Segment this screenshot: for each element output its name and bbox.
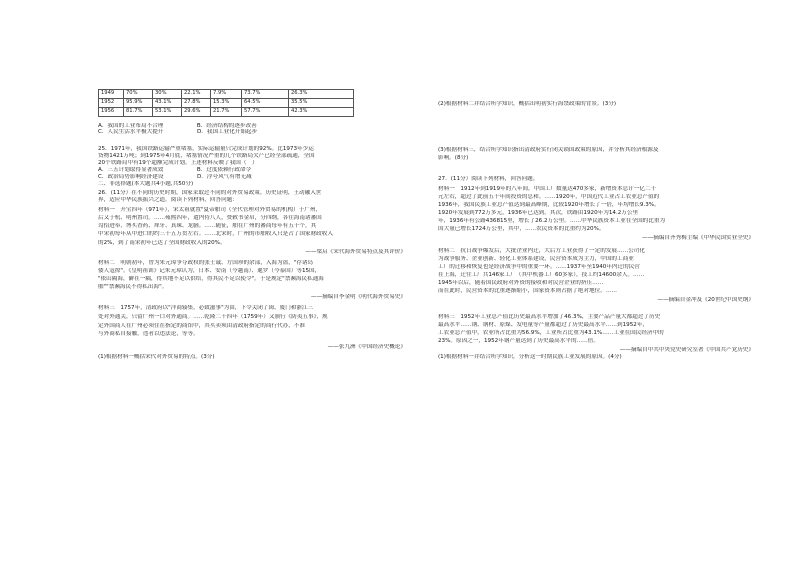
text-line: 23%。原因之一，1952年钢产量达到了历史最高水平的……倍。 <box>438 338 599 344</box>
text-line: (2)根据材料二并结合所学知识，概括出明初实行海禁政策的背景。(3分) <box>438 101 617 107</box>
text-line: 年，1936年有公路436815里，增长了26.2万公里。……中华民族资本工业在全国的比重为 <box>438 218 666 224</box>
text-line: C．政治局势影响经济建设 D．浮夸风气有增无减 <box>98 174 252 180</box>
text-line: 为战争服务、企业创新、轻化工业体系建设，民营资本成为主力，中国的工商业 <box>438 256 634 262</box>
source-citation: ——摘编自齐秀梅主编《中华民国实业全史》 <box>642 235 754 241</box>
text-line: 材料三 1952年工业总产值比历史最高水平增加了46.3%，主要产品产量大都超过了历史 <box>438 314 661 320</box>
text-line: 在上海，迁往工厂共146家工厂（其中机器工厂60多家），技工约14600余人。…… <box>438 272 645 278</box>
text-line: C．人民生活水平极大提升 D．我国工业化开始起步 <box>98 129 258 135</box>
source-citation: ——摘编自金冲及《20世纪中国史纲》 <box>657 297 754 303</box>
data-table <box>98 89 354 117</box>
table-cell: 70% <box>124 90 153 99</box>
table-cell: 1956 <box>99 108 124 117</box>
text-line: 影响。(8分) <box>438 155 469 161</box>
table-cell: 7.9% <box>211 90 242 99</box>
table-cell: 15.3% <box>211 99 242 108</box>
table-cell: 53.1% <box>153 108 182 117</box>
text-line: 材料一 开宝四年（971年），宋太祖就置"夏帝舶司（全代管理对外贸易的机构）于广州， <box>98 207 322 213</box>
table-row <box>99 99 354 108</box>
table-row <box>99 90 354 99</box>
source-citation: ——摘编自中共中央党史研究室著《中国共产党历史》 <box>619 347 754 353</box>
table-cell: 1949 <box>99 90 124 99</box>
text-line: (3)根据材料三，结合所学知识指出清政府实行闭关锁国政策的原因，并分析其经济根源及 <box>438 147 659 153</box>
table-cell: 27.8% <box>182 99 211 108</box>
text-line: 工农业总产值中，农业所占比重为56.9%，工业所占比重为43.1%……工业在国民经济中的 <box>438 330 664 336</box>
text-line: (1)根据材料一概括宋代对外贸易的特点。(3分) <box>98 354 215 360</box>
text-line: 舶""禁濒海民不得私出海"。 <box>98 284 168 290</box>
text-line: 倭人寇掠"。《皇明祖训》记朱元璋认为，日本、安南（今越南）、暹罗（今泰国）等15国， <box>98 268 321 274</box>
text-line: 而在此时，民营资本的比重逐渐缩小，国家资本则占据了绝对地位。…… <box>438 288 618 294</box>
table-cell: 81.7% <box>124 108 153 117</box>
table-cell: 35.5% <box>289 99 354 108</box>
text-line: 材料三 1757年，清政府以"洋商辏集，必致滋事"为由，下令关闭了闽、厦门和浙江三 <box>98 305 314 311</box>
text-line: (1)根据材料一并结合所学知识，分析这一时期民族工业发展的原因。(4分) <box>438 354 622 360</box>
table-cell: 29.6% <box>182 108 211 117</box>
text-line: 27．(11分）阅读下列材料，回答问题。 <box>438 176 539 182</box>
text-line: "依山隔海，僻在一隅，得其地不足以供给，得其民不足以使令"。于是规定"禁濒海民私通海 <box>98 276 324 282</box>
text-line: 二、非选择题(本大题共4小题,共50分) <box>98 181 194 187</box>
text-line: 后又于杭、明州置司。……雍熙四年，遣内侍八人，赍敕书金帛，分四纲，各往海南诸蕃国 <box>98 215 322 221</box>
text-line: 20个铁路局中有19个超额完成计划。上述材料反映了我国（ ） <box>98 160 258 166</box>
table-cell: 73.7% <box>242 90 289 99</box>
table-cell: 95.9% <box>124 99 153 108</box>
table-cell: 42.3% <box>289 108 354 117</box>
text-line: 1920年发展到772万多元，1936年已达到。其次，铁路由1920年为14.2万公里 <box>438 210 639 216</box>
text-line: 1936年，我国民族工业总产值达到最高峰期，比较1920年增长了一倍，年均增长9.3%。 <box>438 202 660 208</box>
table-cell: 22.1% <box>182 90 211 99</box>
source-citation: ——张九洲《中国经济史概论》 <box>327 344 406 350</box>
table-cell: 43.1% <box>153 99 182 108</box>
text-line: 材料二 明朝初年，曾为朱元璋争夺政权的张士诚、方国珍的余部，入海为盗，"存诸岛 <box>98 260 314 266</box>
text-line: 货物1421万吨；到1975年4月底，堵塞情况严重的几个铁路局欠产已经全部疏通，全国 <box>98 153 315 159</box>
text-line: 25．1971年，我国铁路运输严重堵塞，实际运输量只完成计划的92%。比1973年少运 <box>98 146 314 152</box>
table-cell: 30% <box>153 90 182 99</box>
table-cell: 26.3% <box>289 90 354 99</box>
table-cell: 1952 <box>99 99 124 108</box>
table-cell: 57.7% <box>242 108 289 117</box>
table-cell: 64.5% <box>242 99 289 108</box>
text-line: 国大量已增长1724万公里，其中，……农民资本的比重约为20%。 <box>438 226 605 232</box>
source-citation: ——摘编自李金明《明代海外贸易史》 <box>310 294 406 300</box>
text-line: 勾招进奉，博买香药、犀牙、真珠、龙脑。……随征，舶在广州的蕃商每年有五十个，其 <box>98 223 317 229</box>
source-citation: ——梁启《宋代海外贸易特点及其评价》 <box>305 249 406 255</box>
text-line: 26．(11分）在不同的历史时期，国家采取过不同的对外贸易政策。历史证明，王动融入世 <box>98 190 322 196</box>
text-line: A．三五计划取得显著成效 B．过度依赖行政命令 <box>98 167 252 173</box>
text-line: 材料二 抗日战争爆发后，大批企业内迁，大后方工业获得了一定的发展……公司化 <box>438 248 645 254</box>
text-line: A．我国的工业布局不合理 B．经济结构的逐步改善 <box>98 123 257 129</box>
text-line: 材料一 1912年到1919年的八年间，中国工厂数量达470多家，新增资本总计一亿二千 <box>438 186 657 192</box>
text-line: 工厂的迁移和恢复也是经济战争中的重要一环。……1937年至1940年内迁的民营 <box>438 264 640 270</box>
text-line: 1945年以后，随着国民政府对外资的接收和对民营企业的挤压…… <box>438 280 604 286</box>
text-line: 界，适应中华民族振兴之道。阅读下列材料，回答问题： <box>98 197 238 203</box>
text-line: 元左右，超过了此前五十年间投资的总和。……1920年，中国近代工业占工农业总产值的 <box>438 194 660 200</box>
text-line: 最高水平……钢、钢材、原煤、发电量等产量都超过了历史最高水平……到1952年， <box>438 322 649 328</box>
text-line: 中宋初每年从中进口的约三十五万贯左右。……北宋时，广州的市舶收入只是占了国家财政收入 <box>98 231 333 237</box>
table-row <box>99 108 354 117</box>
text-line: 定外国商人在广州必须住在指定的商馆中，其买卖须由清政府指定的商行代办，不准 <box>98 323 305 329</box>
text-line: 处对外通关，只留广州一口对外通商。……乾隆二十四年（1759年）又颁行《防夷五事》，规 <box>98 314 328 320</box>
table-cell: 21.7% <box>211 108 242 117</box>
text-line: 的2%，到了南宋初年已达了全国财政收入的20%。 <box>98 240 226 246</box>
text-line: 与外商私自接触，违者以违法论，等等。 <box>98 331 199 337</box>
